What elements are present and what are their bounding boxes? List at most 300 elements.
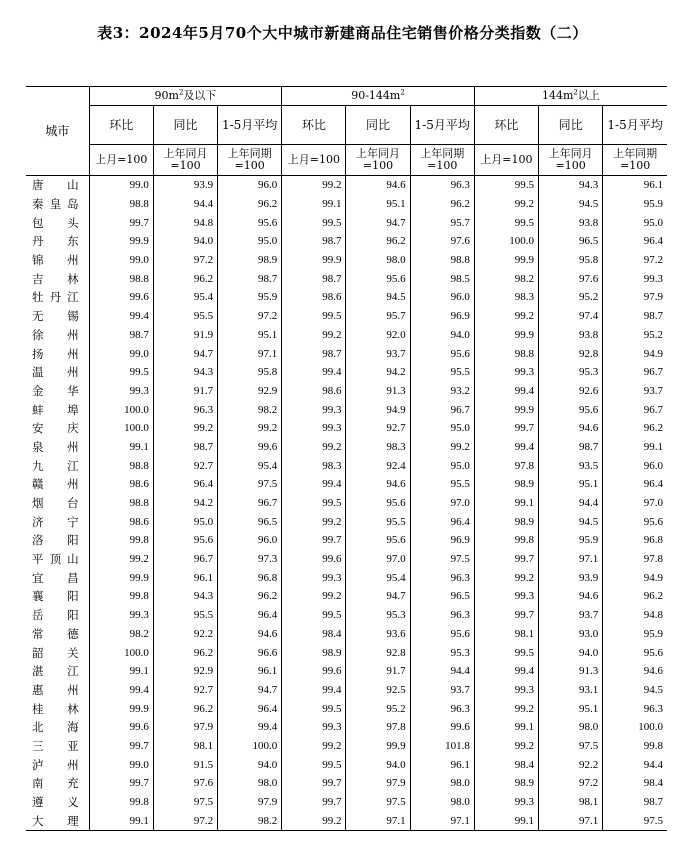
value-cell: 99.2 <box>474 307 538 326</box>
city-column-header: 城市 <box>26 87 89 176</box>
value-cell: 97.3 <box>218 550 282 569</box>
value-cell: 99.5 <box>282 755 346 774</box>
base-header-avg: 上年同期=100 <box>410 145 474 176</box>
value-cell: 96.3 <box>643 702 663 715</box>
value-cell: 98.0 <box>218 774 282 793</box>
value-cell: 101.8 <box>410 737 474 756</box>
value-cell: 98.2 <box>474 269 538 288</box>
value-cell: 99.5 <box>89 363 153 382</box>
value-cell: 95.9 <box>643 627 663 640</box>
value-cell: 98.9 <box>474 774 538 793</box>
value-cell: 91.7 <box>346 662 410 681</box>
value-cell: 96.8 <box>643 534 663 547</box>
value-cell: 98.6 <box>89 475 153 494</box>
value-cell: 97.9 <box>218 793 282 812</box>
value-cell: 92.7 <box>346 419 410 438</box>
city-cell: 包头 <box>26 213 89 232</box>
page-title: 表3：2024年5月70个大中城市新建商品住宅销售价格分类指数（二） <box>97 24 588 42</box>
value-cell: 98.9 <box>218 251 282 270</box>
value-cell: 97.0 <box>346 550 410 569</box>
value-cell: 96.2 <box>153 269 217 288</box>
value-cell: 99.2 <box>282 811 346 830</box>
city-cell: 唐山 <box>26 176 89 195</box>
value-cell: 99.5 <box>282 494 346 513</box>
sub-header-mom: 环比 <box>282 106 346 145</box>
value-cell: 99.6 <box>282 550 346 569</box>
value-cell: 94.9 <box>346 400 410 419</box>
value-cell: 99.9 <box>474 326 538 345</box>
base-header-avg: 上年同期=100 <box>218 145 282 176</box>
value-cell: 96.2 <box>346 232 410 251</box>
value-cell: 97.1 <box>218 344 282 363</box>
value-cell: 99.4 <box>282 681 346 700</box>
value-cell: 96.0 <box>218 531 282 550</box>
value-cell: 99.7 <box>474 419 538 438</box>
value-cell: 94.5 <box>643 683 663 696</box>
value-cell: 97.2 <box>218 307 282 326</box>
value-cell: 93.9 <box>153 176 217 195</box>
value-cell: 94.3 <box>539 176 603 195</box>
value-cell: 99.0 <box>89 176 153 195</box>
value-cell: 94.7 <box>153 344 217 363</box>
value-cell: 97.5 <box>346 793 410 812</box>
value-cell: 95.7 <box>346 307 410 326</box>
value-cell: 95.6 <box>218 213 282 232</box>
value-cell: 99.4 <box>218 718 282 737</box>
value-cell: 98.7 <box>643 796 663 809</box>
value-cell: 92.0 <box>346 326 410 345</box>
value-cell: 97.2 <box>539 774 603 793</box>
value-cell: 98.0 <box>410 774 474 793</box>
sub-header-mom: 环比 <box>89 106 153 145</box>
table-row <box>26 288 667 307</box>
value-cell: 99.7 <box>89 213 153 232</box>
value-cell: 95.1 <box>539 475 603 494</box>
value-cell: 96.7 <box>643 403 663 416</box>
value-cell: 94.8 <box>643 609 663 622</box>
value-cell: 98.6 <box>282 382 346 401</box>
value-cell: 96.7 <box>153 550 217 569</box>
value-cell: 93.2 <box>410 382 474 401</box>
value-cell: 95.6 <box>346 494 410 513</box>
value-cell: 99.6 <box>89 718 153 737</box>
value-cell: 99.1 <box>474 494 538 513</box>
city-cell: 扬州 <box>26 344 89 363</box>
value-cell: 99.2 <box>282 737 346 756</box>
value-cell: 94.0 <box>410 326 474 345</box>
value-cell: 100.0 <box>89 643 153 662</box>
value-cell: 96.9 <box>410 307 474 326</box>
value-cell: 92.5 <box>346 681 410 700</box>
value-cell: 99.1 <box>643 440 663 453</box>
value-cell: 96.2 <box>153 643 217 662</box>
base-header-mom: 上月=100 <box>474 145 538 176</box>
table-row <box>26 326 667 345</box>
table-row <box>26 793 667 812</box>
table-row <box>26 232 667 251</box>
sub-header-avg: 1-5月平均 <box>603 106 667 145</box>
value-cell: 99.3 <box>474 793 538 812</box>
value-cell: 97.1 <box>410 811 474 830</box>
value-cell: 98.9 <box>474 475 538 494</box>
value-cell: 97.1 <box>539 811 603 830</box>
value-cell: 92.2 <box>539 755 603 774</box>
value-cell: 98.7 <box>218 269 282 288</box>
value-cell: 98.9 <box>474 512 538 531</box>
table-row <box>26 307 667 326</box>
value-cell: 96.4 <box>218 606 282 625</box>
value-cell: 99.4 <box>474 662 538 681</box>
value-cell: 92.9 <box>218 382 282 401</box>
value-cell: 95.1 <box>539 699 603 718</box>
city-cell: 三亚 <box>26 737 89 756</box>
city-cell: 宜昌 <box>26 568 89 587</box>
value-cell: 98.7 <box>153 438 217 457</box>
value-cell: 96.2 <box>410 195 474 214</box>
city-cell: 安庆 <box>26 419 89 438</box>
table-row <box>26 382 667 401</box>
value-cell: 99.1 <box>474 718 538 737</box>
value-cell: 99.8 <box>89 531 153 550</box>
table-row <box>26 213 667 232</box>
value-cell: 98.7 <box>539 438 603 457</box>
value-cell: 99.6 <box>89 288 153 307</box>
value-cell: 99.3 <box>474 363 538 382</box>
value-cell: 99.3 <box>89 382 153 401</box>
value-cell: 99.2 <box>153 419 217 438</box>
value-cell: 95.5 <box>153 307 217 326</box>
base-header-mom: 上月=100 <box>282 145 346 176</box>
table-row <box>26 662 667 681</box>
value-cell: 98.0 <box>410 793 474 812</box>
value-cell: 97.9 <box>346 774 410 793</box>
value-cell: 100.0 <box>218 737 282 756</box>
value-cell: 95.6 <box>346 531 410 550</box>
value-cell: 95.6 <box>643 515 663 528</box>
value-cell: 95.0 <box>410 419 474 438</box>
value-cell: 98.4 <box>643 777 663 790</box>
group-header-medium: $90-144m^2$ <box>282 87 475 106</box>
value-cell: 99.5 <box>282 307 346 326</box>
value-cell: 95.2 <box>346 699 410 718</box>
city-cell: 无锡 <box>26 307 89 326</box>
value-cell: 97.1 <box>539 550 603 569</box>
value-cell: 96.5 <box>539 232 603 251</box>
value-cell: 99.4 <box>474 382 538 401</box>
value-cell: 99.2 <box>282 587 346 606</box>
value-cell: 98.1 <box>539 793 603 812</box>
value-cell: 96.1 <box>410 755 474 774</box>
value-cell: 99.1 <box>282 195 346 214</box>
value-cell: 98.7 <box>643 310 663 323</box>
table-row <box>26 811 667 830</box>
city-cell: 牡丹江 <box>26 288 89 307</box>
value-cell: 96.4 <box>153 475 217 494</box>
value-cell: 100.0 <box>89 419 153 438</box>
value-cell: 92.7 <box>153 681 217 700</box>
table-row <box>26 456 667 475</box>
value-cell: 94.6 <box>643 665 663 678</box>
value-cell: 93.8 <box>539 213 603 232</box>
city-cell: 吉林 <box>26 269 89 288</box>
value-cell: 99.5 <box>474 643 538 662</box>
value-cell: 99.9 <box>474 251 538 270</box>
value-cell: 93.6 <box>346 625 410 644</box>
table-row <box>26 344 667 363</box>
value-cell: 94.6 <box>539 419 603 438</box>
value-cell: 94.2 <box>346 363 410 382</box>
value-cell: 95.0 <box>218 232 282 251</box>
table-row <box>26 195 667 214</box>
value-cell: 98.3 <box>282 456 346 475</box>
value-cell: 96.1 <box>218 662 282 681</box>
value-cell: 96.0 <box>218 176 282 195</box>
value-cell: 100.0 <box>474 232 538 251</box>
table-row <box>26 550 667 569</box>
value-cell: 94.9 <box>643 571 663 584</box>
value-cell: 99.8 <box>643 739 663 752</box>
value-cell: 94.0 <box>346 755 410 774</box>
value-cell: 99.7 <box>282 531 346 550</box>
value-cell: 95.0 <box>643 216 663 229</box>
city-cell: 丹东 <box>26 232 89 251</box>
table-row <box>26 718 667 737</box>
table-row <box>26 419 667 438</box>
value-cell: 99.3 <box>474 587 538 606</box>
city-cell: 秦皇岛 <box>26 195 89 214</box>
value-cell: 100.0 <box>89 400 153 419</box>
value-cell: 99.2 <box>282 176 346 195</box>
value-cell: 95.5 <box>153 606 217 625</box>
city-cell: 赣州 <box>26 475 89 494</box>
value-cell: 98.7 <box>89 326 153 345</box>
value-cell: 95.2 <box>643 328 663 341</box>
value-cell: 99.3 <box>474 681 538 700</box>
value-cell: 95.6 <box>410 344 474 363</box>
value-cell: 95.6 <box>410 625 474 644</box>
value-cell: 94.4 <box>153 195 217 214</box>
value-cell: 96.1 <box>643 179 663 192</box>
value-cell: 95.7 <box>410 213 474 232</box>
value-cell: 93.8 <box>539 326 603 345</box>
value-cell: 99.1 <box>89 811 153 830</box>
value-cell: 99.2 <box>282 326 346 345</box>
value-cell: 99.7 <box>89 774 153 793</box>
value-cell: 99.6 <box>410 718 474 737</box>
value-cell: 95.8 <box>539 251 603 270</box>
value-cell: 99.6 <box>282 662 346 681</box>
value-cell: 91.3 <box>346 382 410 401</box>
base-header-yoy: 上年同月=100 <box>539 145 603 176</box>
city-cell: 温州 <box>26 363 89 382</box>
value-cell: 99.9 <box>282 251 346 270</box>
value-cell: 97.2 <box>153 811 217 830</box>
table-row <box>26 625 667 644</box>
value-cell: 98.3 <box>346 438 410 457</box>
table-row <box>26 512 667 531</box>
value-cell: 94.0 <box>218 755 282 774</box>
value-cell: 99.4 <box>89 307 153 326</box>
value-cell: 99.0 <box>89 251 153 270</box>
value-cell: 93.7 <box>410 681 474 700</box>
value-cell: 92.6 <box>539 382 603 401</box>
value-cell: 97.5 <box>410 550 474 569</box>
value-cell: 94.4 <box>410 662 474 681</box>
value-cell: 98.0 <box>346 251 410 270</box>
value-cell: 98.2 <box>218 811 282 830</box>
value-cell: 99.1 <box>474 811 538 830</box>
table-row <box>26 251 667 270</box>
value-cell: 96.4 <box>410 512 474 531</box>
value-cell: 99.5 <box>474 176 538 195</box>
value-cell: 94.6 <box>218 625 282 644</box>
value-cell: 96.3 <box>410 568 474 587</box>
value-cell: 99.2 <box>474 195 538 214</box>
value-cell: 99.3 <box>282 400 346 419</box>
value-cell: 95.6 <box>346 269 410 288</box>
value-cell: 97.0 <box>643 497 663 510</box>
value-cell: 96.3 <box>410 699 474 718</box>
value-cell: 96.3 <box>153 400 217 419</box>
value-cell: 95.9 <box>539 531 603 550</box>
value-cell: 94.6 <box>539 587 603 606</box>
value-cell: 92.9 <box>153 662 217 681</box>
base-header-mom: 上月=100 <box>89 145 153 176</box>
value-cell: 96.4 <box>218 699 282 718</box>
value-cell: 96.9 <box>410 531 474 550</box>
table-row <box>26 475 667 494</box>
value-cell: 92.2 <box>153 625 217 644</box>
value-cell: 99.8 <box>474 531 538 550</box>
value-cell: 99.5 <box>282 699 346 718</box>
value-cell: 95.5 <box>410 363 474 382</box>
value-cell: 99.2 <box>474 568 538 587</box>
value-cell: 99.5 <box>474 213 538 232</box>
value-cell: 98.7 <box>282 344 346 363</box>
value-cell: 95.6 <box>539 400 603 419</box>
value-cell: 98.2 <box>89 625 153 644</box>
value-cell: 96.2 <box>643 422 663 435</box>
value-cell: 99.7 <box>474 606 538 625</box>
city-cell: 平顶山 <box>26 550 89 569</box>
value-cell: 95.3 <box>410 643 474 662</box>
value-cell: 96.0 <box>643 459 663 472</box>
value-cell: 95.9 <box>643 198 663 211</box>
value-cell: 93.7 <box>643 384 663 397</box>
table-row <box>26 531 667 550</box>
sub-header-yoy: 同比 <box>153 106 217 145</box>
value-cell: 91.3 <box>539 662 603 681</box>
table-row <box>26 643 667 662</box>
value-cell: 98.8 <box>89 494 153 513</box>
value-cell: 96.2 <box>643 590 663 603</box>
value-cell: 92.8 <box>346 643 410 662</box>
value-cell: 99.9 <box>89 699 153 718</box>
price-index-table <box>26 86 667 831</box>
value-cell: 99.7 <box>282 774 346 793</box>
value-cell: 93.0 <box>539 625 603 644</box>
table-row <box>26 269 667 288</box>
value-cell: 99.4 <box>282 363 346 382</box>
value-cell: 99.3 <box>643 272 663 285</box>
value-cell: 98.8 <box>89 269 153 288</box>
sub-header-avg: 1-5月平均 <box>410 106 474 145</box>
value-cell: 93.9 <box>539 568 603 587</box>
city-cell: 湛江 <box>26 662 89 681</box>
city-cell: 济宁 <box>26 512 89 531</box>
value-cell: 98.4 <box>474 755 538 774</box>
value-cell: 97.6 <box>410 232 474 251</box>
value-cell: 99.7 <box>89 737 153 756</box>
value-cell: 99.4 <box>282 475 346 494</box>
value-cell: 99.1 <box>89 662 153 681</box>
table-row <box>26 755 667 774</box>
value-cell: 97.8 <box>643 553 663 566</box>
value-cell: 97.0 <box>410 494 474 513</box>
value-cell: 98.8 <box>89 456 153 475</box>
value-cell: 98.8 <box>410 251 474 270</box>
sub-header-avg: 1-5月平均 <box>218 106 282 145</box>
value-cell: 99.4 <box>474 438 538 457</box>
value-cell: 94.9 <box>643 347 663 360</box>
value-cell: 99.2 <box>474 737 538 756</box>
value-cell: 96.3 <box>410 176 474 195</box>
sub-header-yoy: 同比 <box>346 106 410 145</box>
city-cell: 徐州 <box>26 326 89 345</box>
value-cell: 99.3 <box>282 419 346 438</box>
value-cell: 99.5 <box>282 606 346 625</box>
base-header-avg: 上年同期=100 <box>603 145 667 176</box>
value-cell: 95.4 <box>218 456 282 475</box>
value-cell: 96.7 <box>643 366 663 379</box>
sub-header-mom: 环比 <box>474 106 538 145</box>
value-cell: 96.8 <box>218 568 282 587</box>
value-cell: 99.5 <box>282 213 346 232</box>
value-cell: 97.4 <box>539 307 603 326</box>
value-cell: 94.7 <box>218 681 282 700</box>
value-cell: 98.1 <box>474 625 538 644</box>
table-row <box>26 568 667 587</box>
value-cell: 96.3 <box>410 606 474 625</box>
value-cell: 99.2 <box>474 699 538 718</box>
value-cell: 94.3 <box>153 363 217 382</box>
table-body <box>26 176 667 831</box>
value-cell: 99.0 <box>89 344 153 363</box>
city-cell: 烟台 <box>26 494 89 513</box>
value-cell: 98.7 <box>282 232 346 251</box>
value-cell: 95.5 <box>410 475 474 494</box>
value-cell: 95.5 <box>346 512 410 531</box>
value-cell: 95.2 <box>539 288 603 307</box>
value-cell: 95.0 <box>153 512 217 531</box>
value-cell: 99.4 <box>89 681 153 700</box>
value-cell: 96.7 <box>410 400 474 419</box>
value-cell: 92.7 <box>153 456 217 475</box>
value-cell: 94.5 <box>539 512 603 531</box>
value-cell: 92.4 <box>346 456 410 475</box>
group-header-large: $144m^2$以上 <box>474 87 667 106</box>
value-cell: 94.6 <box>346 475 410 494</box>
value-cell: 97.5 <box>539 737 603 756</box>
value-cell: 99.2 <box>410 438 474 457</box>
value-cell: 96.7 <box>218 494 282 513</box>
value-cell: 97.9 <box>643 291 663 304</box>
value-cell: 99.2 <box>282 438 346 457</box>
value-cell: 93.7 <box>539 606 603 625</box>
value-cell: 97.9 <box>153 718 217 737</box>
value-cell: 96.2 <box>218 195 282 214</box>
value-cell: 95.6 <box>643 646 663 659</box>
